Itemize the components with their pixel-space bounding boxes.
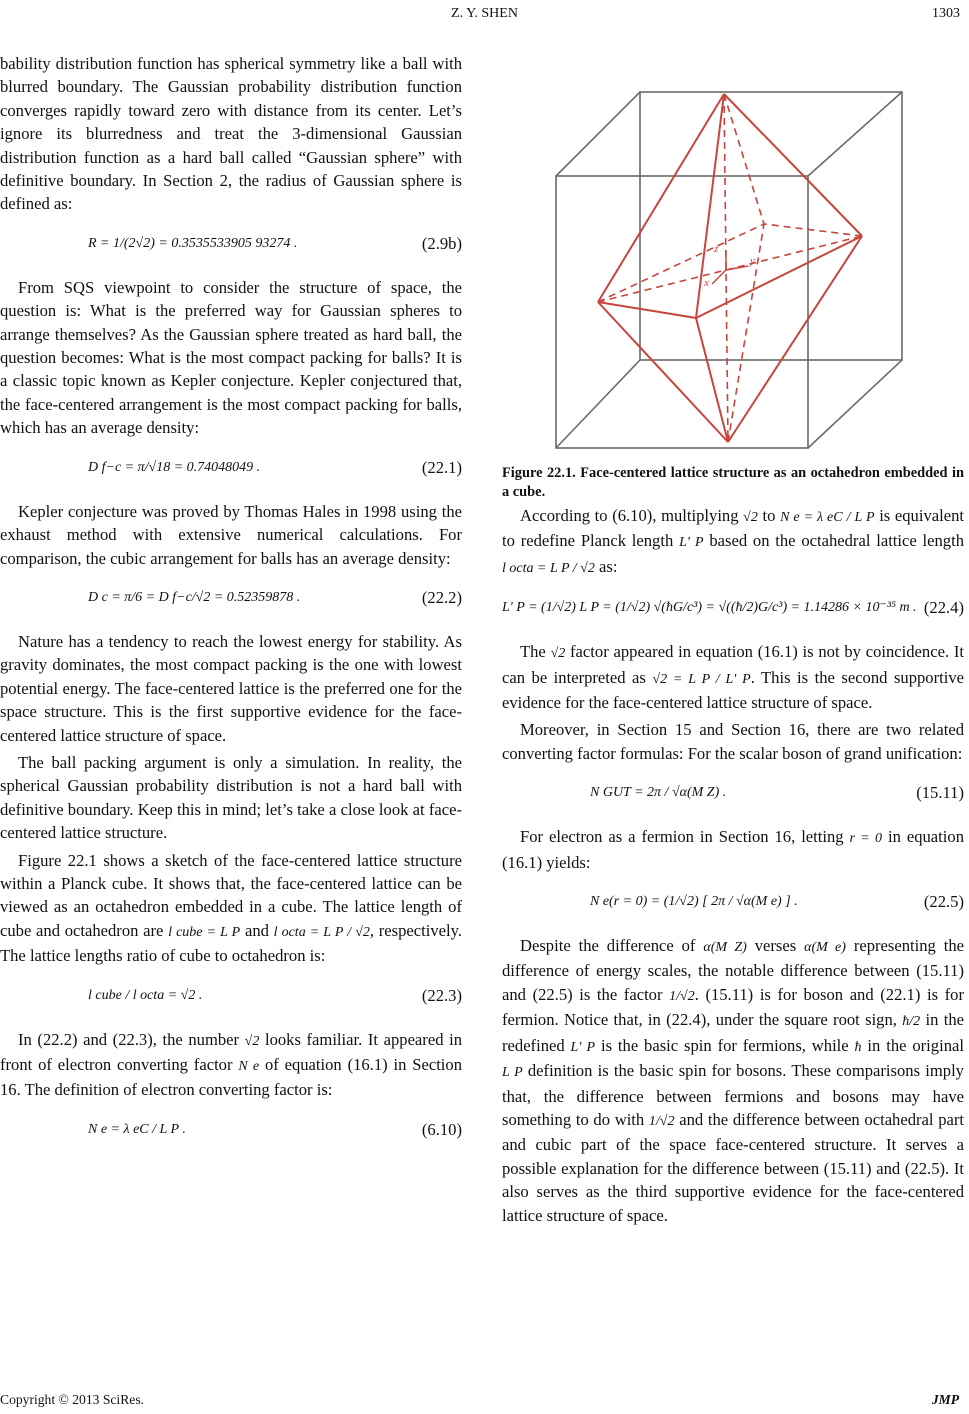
equation-22-2 xyxy=(0,578,462,618)
paragraph: From SQS viewpoint to consider the structure of space, the question is: What is the preferred way for Gaussian spheres to arrange themselves? As the Gaussian sphere treated as hard ball, the question becomes: What is the most compact packing for balls? It is a classic topic known as Kepler conjecture. Kepler conjectured that, the face-centered arrangement is the most compact packing for balls, which has an average density: xyxy=(0,277,462,438)
octa-edge xyxy=(724,94,862,236)
axis-x-label: x xyxy=(704,277,709,289)
cube-edge xyxy=(556,92,640,176)
text-run: , respectively. The lattice lengths ratio of cube to octahedron is: xyxy=(0,920,462,966)
equation-body: N GUT = 2π / √α(M Z) . xyxy=(590,785,727,801)
inline-math: √2 xyxy=(550,646,566,662)
text-run: For electron as a fermion in Section 16, letting xyxy=(520,827,844,847)
paragraph xyxy=(0,1028,462,1102)
equation-22-5 xyxy=(502,882,964,922)
text-run: of equation (16.1) in Section 16. The definition of electron converting factor is: xyxy=(0,1055,463,1100)
equation-body: N e = λ eC / L P . xyxy=(88,1121,186,1137)
text-run: factor appeared in equation (16.1) is not by coincidence. It can be interpreted as xyxy=(502,642,964,687)
text-run: representing the difference of energy scales, the notable difference between (15.11) and (22.5) is the factor xyxy=(502,936,965,1004)
text-run: According to (6.10), multiplying xyxy=(520,506,739,525)
cube-front-face xyxy=(556,176,808,448)
octa-hidden-edge xyxy=(728,224,764,442)
equation-number: (6.10) xyxy=(421,1119,462,1139)
equation-number: (22.4) xyxy=(923,598,964,618)
equation-number: (15.11) xyxy=(916,783,964,803)
cube-back-face xyxy=(640,92,902,360)
paragraph xyxy=(502,934,964,1227)
equation-body: D f−c = π/√18 = 0.74048049 . xyxy=(88,459,261,475)
octa-edge xyxy=(598,302,728,442)
inline-math: L' P xyxy=(570,1039,596,1055)
octa-edge xyxy=(598,94,724,302)
cube-edge xyxy=(556,360,640,448)
octa-edge xyxy=(598,302,696,318)
inline-math: r = 0 xyxy=(849,831,883,847)
figure-octahedron-in-cube xyxy=(530,58,950,458)
octa-hidden-edge xyxy=(764,224,862,236)
inline-math: N e = λ eC / L P xyxy=(780,510,875,525)
inline-math: α(M e) xyxy=(804,940,846,956)
axis-y-label: y xyxy=(750,255,755,267)
text-run: is equivalent to redefine Planck length xyxy=(502,506,965,551)
equation-15-11 xyxy=(502,773,964,813)
running-header-author: Z. Y. SHEN xyxy=(451,6,518,21)
octa-edge xyxy=(728,236,862,442)
inline-math: α(M Z) xyxy=(703,940,747,956)
equation-body: D c = π/6 = D f−c/√2 = 0.52359878 . xyxy=(88,589,301,605)
equation-2-9b xyxy=(0,224,462,264)
octa-edge xyxy=(696,94,724,318)
text-run: and xyxy=(244,920,269,940)
equation-body: l cube / l octa = √2 . xyxy=(88,987,203,1003)
paragraph: Nature has a tendency to reach the lowest energy for stability. As gravity dominates, the most compact packing is the one with lowest potential energy. The face-centered lattice is the preferred one for the space structure. This is the first supportive evidence for the face-centered lattice structure of space. xyxy=(0,631,462,745)
equation-body: L' P = (1/√2) L P = (1/√2) √(ħG/c³) = √((ħ/2)G/c³) = 1.14286 × 10⁻³⁵ m . xyxy=(502,600,917,616)
inline-math: √2 xyxy=(244,1033,260,1049)
inline-math: N e xyxy=(238,1059,260,1074)
inline-math: ħ/2 xyxy=(902,1014,921,1030)
octa-edge xyxy=(696,236,862,318)
text-run: in the original xyxy=(867,1035,964,1055)
text-run: In (22.2) and (22.3), the number xyxy=(18,1029,240,1049)
paragraph xyxy=(502,504,964,580)
inline-math: 1/√2 xyxy=(648,1113,675,1129)
inline-math: L' P xyxy=(679,535,704,551)
equation-number: (22.3) xyxy=(421,985,462,1005)
text-run: and the difference between octahedral part and cubic part of the space face-centered structure. It serves a possible explanation for the difference between (15.11) and (22.5). It also serves as the third supportive evidence for the face-centered lattice structure of space. xyxy=(502,1109,965,1225)
text-run: . (15.11) is for boson and (22.1) is for fermion. Notice that, in (22.4), under the square root sign, xyxy=(502,984,964,1030)
right-column xyxy=(502,504,964,1231)
paragraph: Moreover, in Section 15 and Section 16, there are two related converting factor formulas: For the scalar boson of grand unification: xyxy=(502,720,964,763)
inline-math: L P xyxy=(502,1065,523,1081)
text-run: definition is the basic spin for bosons. These comparisons imply that, the difference between fermions and bosons may have something to do with xyxy=(502,1061,964,1129)
figure-caption: Figure 22.1. Face-centered lattice structure as an octahedron embedded in a cube. xyxy=(502,465,964,500)
text-run: based on the octahedral lattice length xyxy=(709,531,965,551)
inline-math: l octa = L P / √2 xyxy=(273,924,370,940)
equation-number: (22.2) xyxy=(421,587,462,607)
page-number: 1303 xyxy=(932,6,960,21)
left-column xyxy=(0,52,462,1162)
paragraph: Kepler conjecture was proved by Thomas Hales in 1998 using the exhaust method with extensive numerical calculations. For comparison, the cubic arrangement for balls has an average density: xyxy=(0,501,462,568)
octa-hidden-edge xyxy=(598,224,764,302)
text-run: looks familiar. It appeared in front of electron converting factor xyxy=(0,1029,462,1074)
inline-math: ħ xyxy=(854,1039,862,1055)
paragraph xyxy=(0,849,462,968)
paragraph: The ball packing argument is only a simulation. In reality, the spherical Gaussian probability distribution is not a hard ball with definitive boundary. Keep this in mind; let’s take a close look at face-centered lattice structure. xyxy=(0,752,462,843)
text-run: is the basic spin for fermions, while xyxy=(600,1035,849,1055)
text-run: The xyxy=(520,642,546,662)
paragraph: bability distribution function has spherical symmetry like a ball with blurred boundary. The Gaussian probability distribution function converges rapidly toward zero with distance from its center. Let’s ignore its blurredness and treat the 3-dimensional Gaussian distribution function as a hard ball called “Gaussian sphere” with definitive boundary. In Section 2, the radius of Gaussian sphere is defined as: xyxy=(0,54,462,214)
equation-6-10 xyxy=(0,1110,462,1150)
equation-22-4 xyxy=(502,588,964,628)
inline-math: l octa = L P / √2 xyxy=(502,560,595,576)
text-run: Figure 22.1 shows a sketch of the face-centered lattice structure within a Planck cube. It shows that, the face-centered lattice can be viewed as an octahedron embedded in a cube. The lattice length of cube and octahedron are xyxy=(0,850,462,940)
equation-body: N e(r = 0) = (1/√2) [ 2π / √α(M e) ] . xyxy=(590,894,798,910)
equation-22-3 xyxy=(0,976,462,1016)
copyright-footer: Copyright © 2013 SciRes. xyxy=(0,1392,145,1407)
equation-number: (2.9b) xyxy=(421,233,462,253)
paragraph xyxy=(502,640,964,714)
equation-number: (22.5) xyxy=(923,892,964,912)
journal-footer: JMP xyxy=(931,1392,959,1407)
cube-edge xyxy=(808,92,902,176)
axis-z-label: z xyxy=(714,243,719,255)
paragraph xyxy=(502,825,964,874)
inline-math: l cube = L P xyxy=(168,924,241,940)
text-run: in equation (16.1) yields: xyxy=(502,827,964,872)
text-run: . This is the second supportive evidence for the face-centered lattice structure of space. xyxy=(502,667,965,713)
inline-math: √2 xyxy=(743,510,758,525)
text-run: as: xyxy=(599,556,618,576)
cube-edge xyxy=(808,360,902,448)
inline-math: √2 = L P / L' P xyxy=(652,671,751,687)
axis-y-arrow xyxy=(726,266,748,270)
equation-number: (22.1) xyxy=(421,457,462,477)
text-run: to xyxy=(762,506,776,525)
inline-math: 1/√2 xyxy=(669,988,695,1004)
equation-22-1 xyxy=(0,448,462,488)
text-run: verses xyxy=(754,936,797,956)
equation-body: R = 1/(2√2) = 0.3535533905 93274 . xyxy=(88,235,298,251)
text-run: in the redefined xyxy=(502,1010,964,1055)
text-run: Despite the difference of xyxy=(520,936,696,956)
